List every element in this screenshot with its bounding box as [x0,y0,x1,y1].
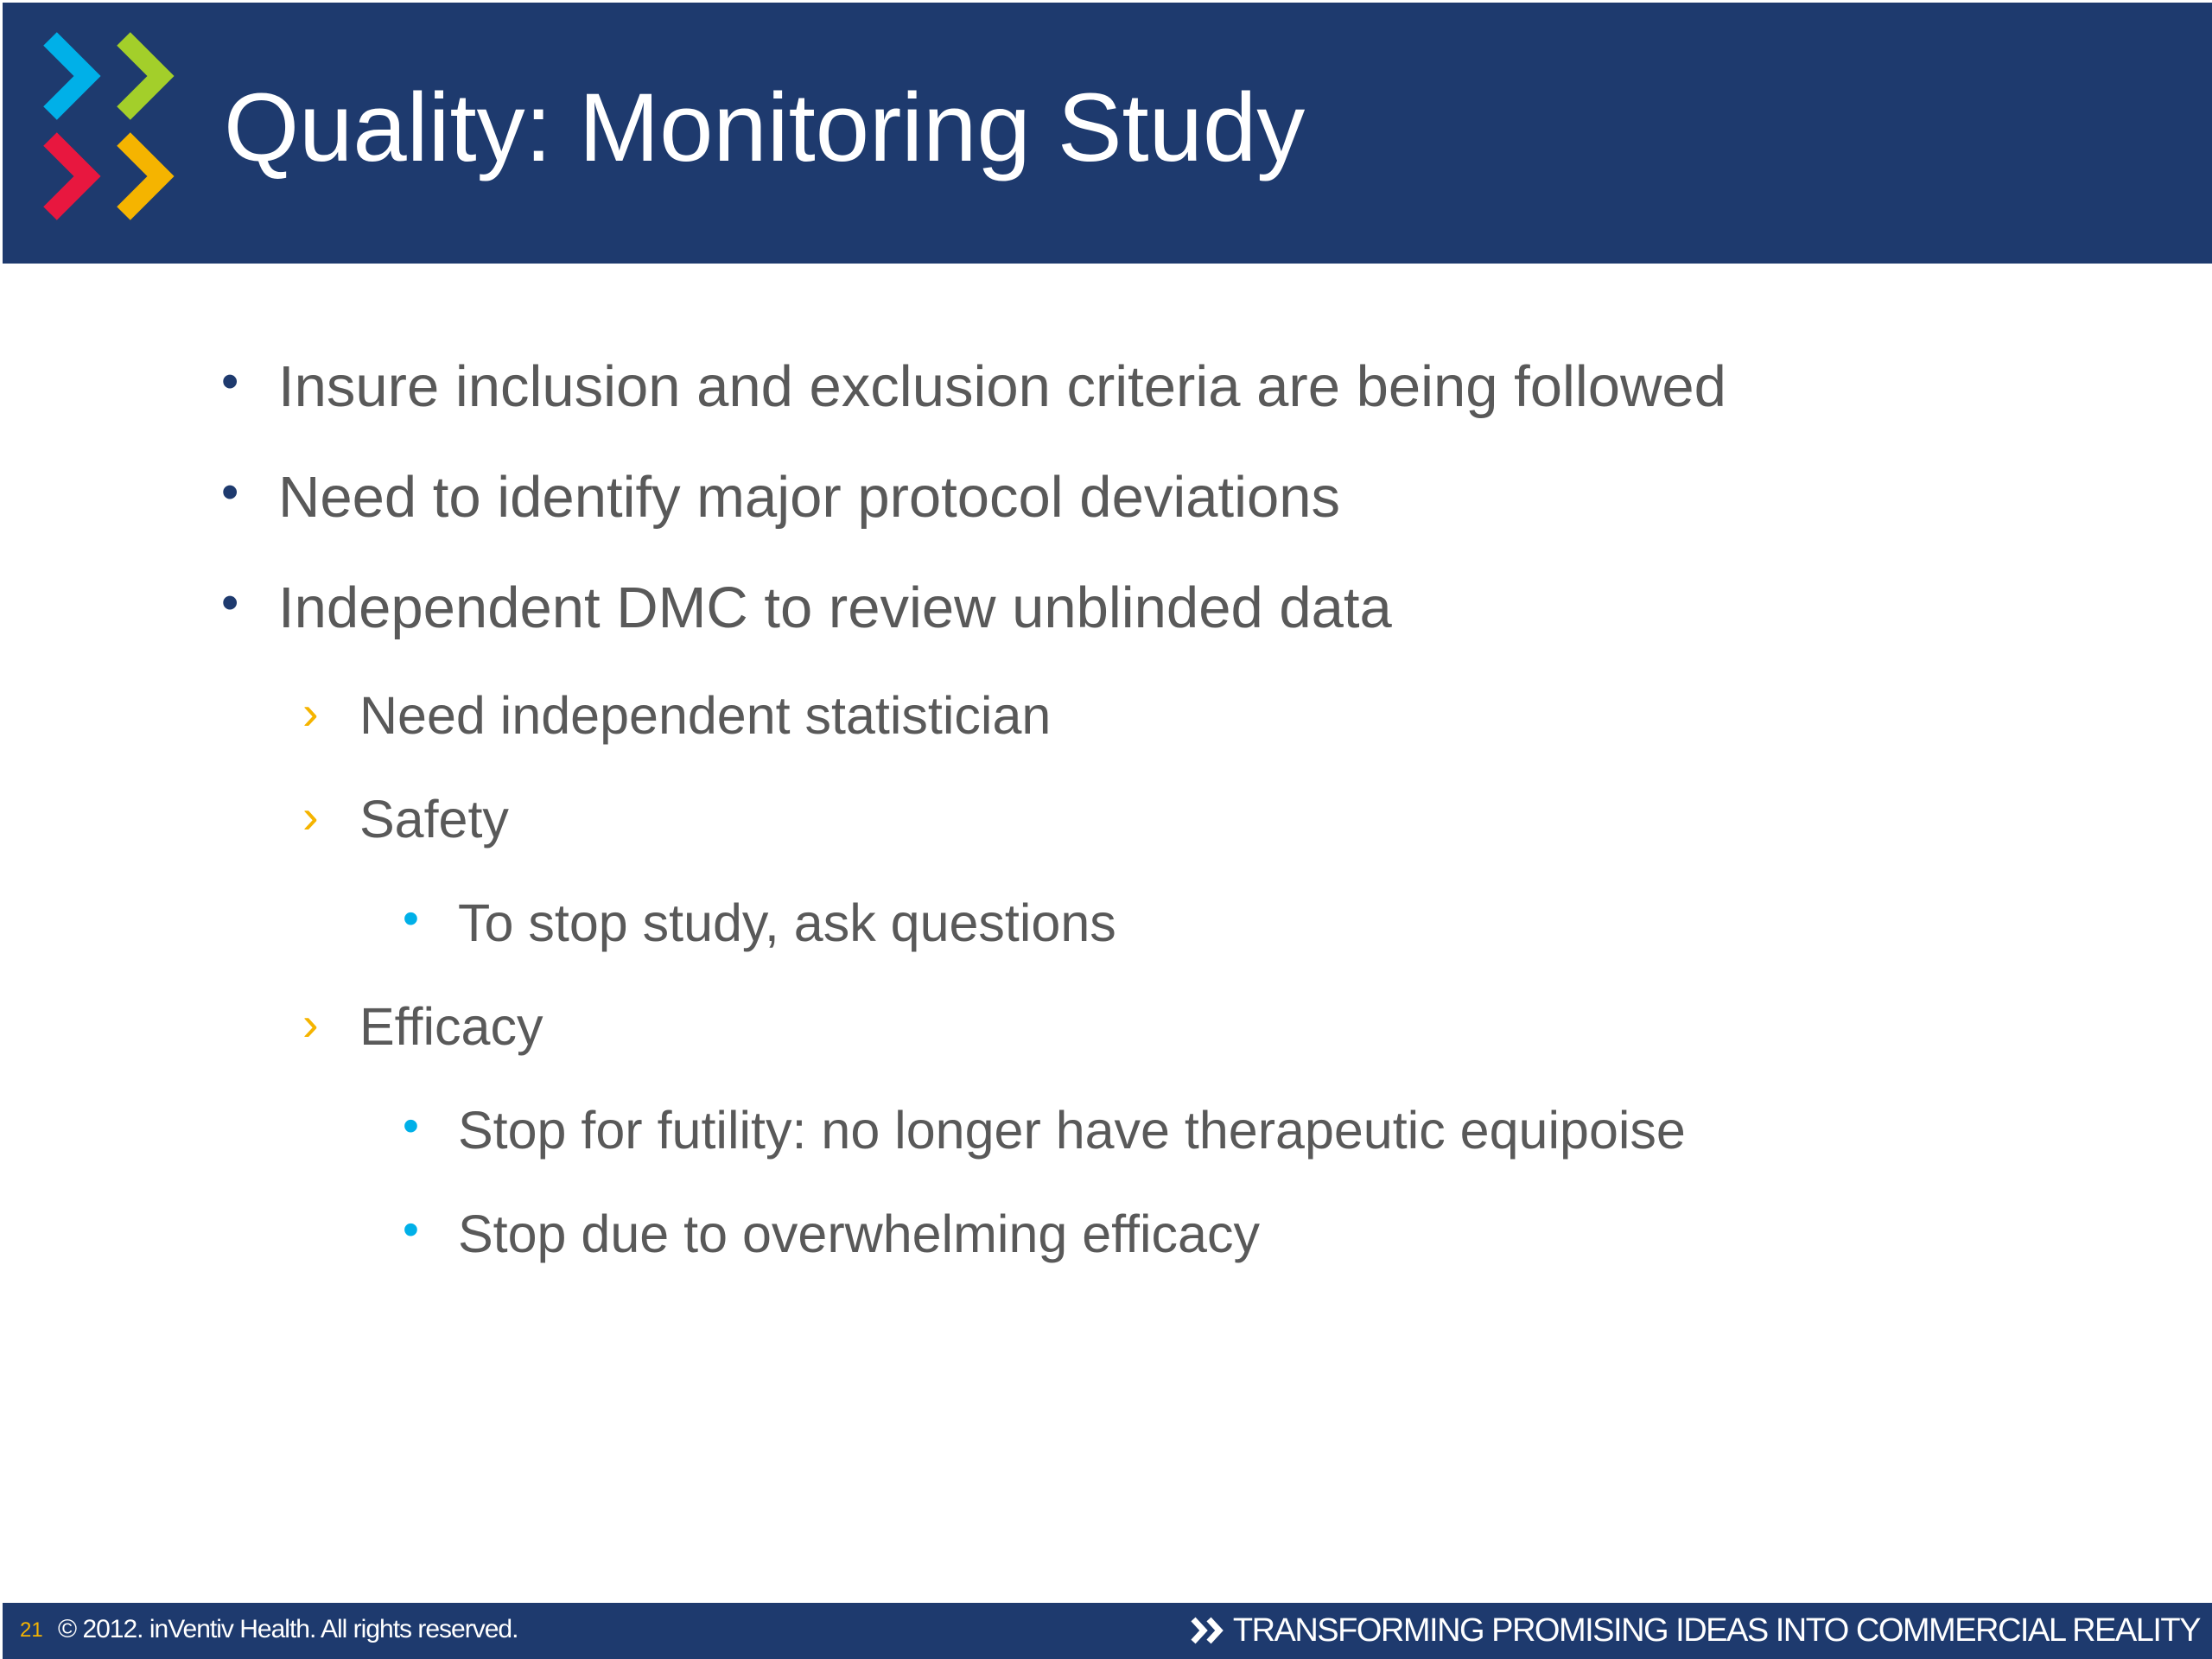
bullet-text: Stop for futility: no longer have therapeutic equipoise [458,1101,1686,1160]
bullet-dot-icon: • [403,893,419,944]
sub-bullet-item [302,995,543,1058]
sub-bullet-item [302,684,1051,747]
bullet-item [221,353,1726,422]
page-number: 21 [20,1618,43,1642]
bullet-dot-icon: • [221,464,239,520]
bullet-item [221,574,1392,643]
sub-sub-bullet-item [403,1203,1260,1266]
chevron-right-icon: › [302,996,319,1051]
bullet-text: Stop due to overwhelming efficacy [458,1205,1260,1263]
footer-bar [3,1603,2212,1659]
bullet-dot-icon: • [403,1100,419,1152]
bullet-text: To stop study, ask questions [458,893,1116,952]
sub-sub-bullet-item [403,892,1116,955]
bullet-dot-icon: • [403,1204,419,1255]
bullet-text: Efficacy [359,997,543,1056]
tagline [1190,1611,2200,1649]
double-chevron-icon [1190,1616,1228,1645]
sub-sub-bullet-item [403,1099,1686,1162]
bullet-text: Safety [359,790,509,849]
bullet-item [221,463,1340,532]
bullet-dot-icon: • [221,575,239,631]
sub-bullet-item [302,788,509,851]
bullet-text: Need independent statistician [359,686,1052,745]
tagline-text: TRANSFORMING PROMISING IDEAS INTO COMMERCIAL REALITY [1232,1611,2200,1649]
chevron-right-icon: › [302,789,319,843]
bullet-text: Need to identify major protocol deviations [278,465,1340,530]
bullet-text: Independent DMC to review unblinded data [278,575,1392,640]
chevron-right-icon: › [302,685,319,740]
slide-title: Quality: Monitoring Study [224,73,1306,181]
bullet-dot-icon: • [221,353,239,410]
copyright-text: © 2012. inVentiv Health. All rights reserved. [58,1615,518,1643]
bullet-text: Insure inclusion and exclusion criteria are being followed [278,354,1726,419]
